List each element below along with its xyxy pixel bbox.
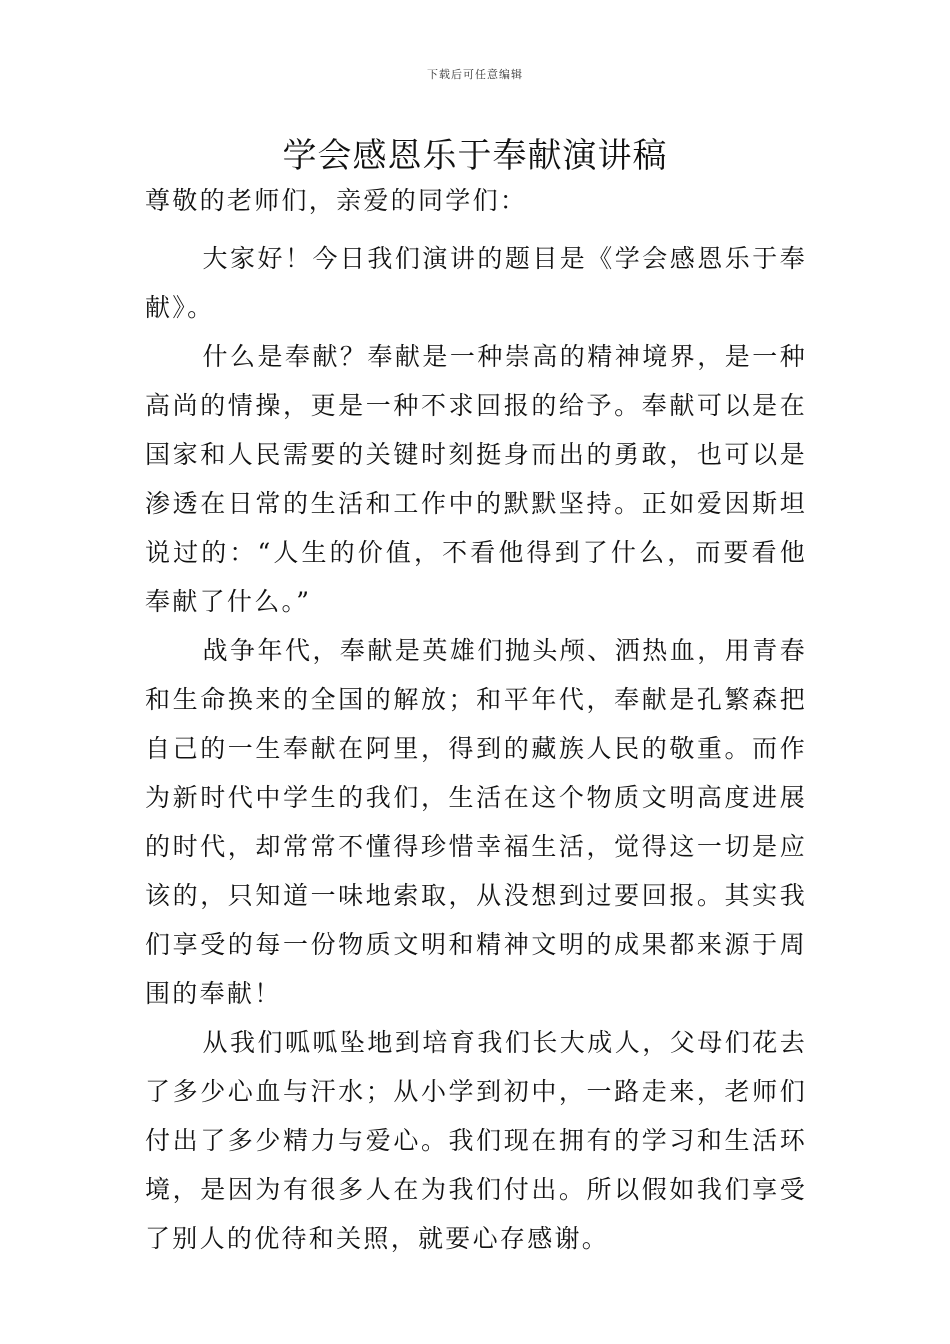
paragraph-parents-teachers: 从我们呱呱坠地到培育我们长大成人，父母们花去了多少心血与汗水；从小学到初中，一路走来，老师们付出了多少精力与爱心。我们现在拥有的学习和生活环境，是因为有很多人在为我们付出。所以假如我们享受了别人的优待和关照，就要心存感谢。 <box>145 1028 807 1253</box>
salutation: 尊敬的老师们，亲爱的同学们： <box>145 186 528 215</box>
paragraph-greeting: 大家好！今日我们演讲的题目是《学会感恩乐于奉献》。 <box>145 244 807 322</box>
document-body <box>145 176 807 1263</box>
document-title: 学会感恩乐于奉献演讲稿 <box>282 136 668 176</box>
paragraph-what-is-dedication: 什么是奉献？奉献是一种崇高的精神境界，是一种高尚的情操，更是一种不求回报的给予。奉献可以是在国家和人民需要的关键时刻挺身而出的勇敢，也可以是渗透在日常的生活和工作中的默默坚持。正如爱因斯坦说过的：“人生的价值，不看他得到了什么，而要看他奉献了什么。” <box>145 342 807 616</box>
paragraph-war-and-peace: 战争年代，奉献是英雄们抛头颅、洒热血，用青春和生命换来的全国的解放；和平年代，奉献是孔繁森把自己的一生奉献在阿里，得到的藏族人民的敬重。而作为新时代中学生的我们，生活在这个物质文明高度进展的时代，却常常不懂得珍惜幸福生活，觉得这一切是应该的，只知道一味地索取，从没想到过要回报。其实我们享受的每一份物质文明和精神文明的成果都来源于周围的奉献！ <box>145 636 807 1008</box>
header-note: 下载后可任意编辑 <box>427 68 523 81</box>
